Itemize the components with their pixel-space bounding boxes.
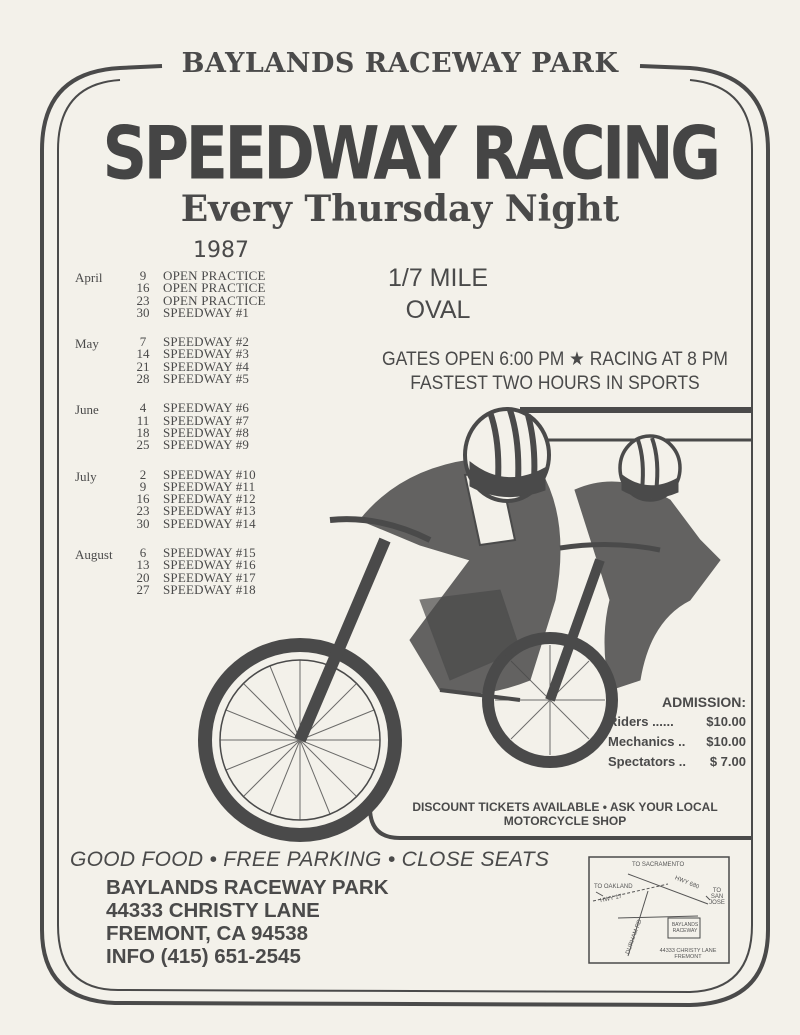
admission-row bbox=[608, 732, 746, 752]
race-event: SPEEDWAY #7 bbox=[163, 412, 250, 428]
schedule-month-july bbox=[75, 466, 305, 531]
race-event: SPEEDWAY #18 bbox=[163, 581, 256, 597]
admission-row bbox=[608, 712, 746, 732]
race-day: 14 bbox=[136, 346, 150, 362]
season-year: 1987 bbox=[193, 238, 249, 263]
race-event: SPEEDWAY #11 bbox=[163, 478, 256, 494]
ticket-type: Riders ...... bbox=[608, 714, 674, 729]
ticket-price: $10.00 bbox=[706, 714, 746, 729]
race-day: 18 bbox=[136, 424, 150, 440]
schedule-row bbox=[131, 439, 305, 451]
gates-time: GATES OPEN 6:00 PM ★ RACING AT 8 PM bbox=[382, 349, 728, 370]
map-label-road: DURHAM RD bbox=[625, 918, 644, 956]
venue-address bbox=[106, 876, 389, 968]
schedule-row bbox=[131, 373, 305, 385]
month-name: August bbox=[75, 547, 113, 563]
race-day: 20 bbox=[136, 569, 150, 585]
map-label-hwy-17: HWY 17 bbox=[599, 893, 623, 905]
race-day: 21 bbox=[136, 358, 150, 374]
admission-row bbox=[608, 752, 746, 772]
race-day: 13 bbox=[136, 557, 150, 573]
race-day: 9 bbox=[139, 478, 147, 494]
month-name: May bbox=[75, 336, 99, 352]
headline: SPEEDWAY RACING bbox=[102, 110, 718, 197]
address-phone: INFO (415) 651-2545 bbox=[106, 945, 301, 968]
ticket-price: $ 7.00 bbox=[709, 754, 746, 769]
race-event: SPEEDWAY #8 bbox=[163, 424, 250, 440]
address-street: 44333 CHRISTY LANE bbox=[106, 899, 320, 922]
schedule-row bbox=[131, 515, 305, 531]
schedule-month-may bbox=[75, 336, 305, 385]
race-day: 16 bbox=[136, 280, 150, 296]
race-day: 27 bbox=[136, 581, 150, 597]
amenities: GOOD FOOD • FREE PARKING • CLOSE SEATS bbox=[70, 848, 550, 871]
race-event: SPEEDWAY #1 bbox=[163, 304, 250, 320]
race-day: 7 bbox=[139, 334, 147, 350]
race-day: 28 bbox=[136, 371, 150, 387]
map-label-oakland: TO OAKLAND bbox=[594, 884, 633, 890]
track-length bbox=[338, 262, 538, 326]
race-event: SPEEDWAY #4 bbox=[163, 358, 250, 374]
race-day: 9 bbox=[139, 268, 147, 283]
month-name: July bbox=[75, 468, 97, 484]
map-label-hwy-680: HWY 680 bbox=[673, 875, 700, 891]
admission-prices bbox=[608, 692, 746, 772]
schedule-month-august bbox=[75, 547, 305, 596]
race-event: OPEN PRACTICE bbox=[163, 292, 266, 308]
race-day: 6 bbox=[139, 545, 147, 561]
schedule-row bbox=[131, 304, 305, 320]
race-event: SPEEDWAY #13 bbox=[163, 503, 256, 519]
race-day: 16 bbox=[136, 491, 150, 507]
schedule-row bbox=[131, 581, 305, 597]
race-event: SPEEDWAY #16 bbox=[163, 557, 256, 573]
discount-line: MOTORCYCLE SHOP bbox=[503, 814, 627, 828]
race-event: SPEEDWAY #14 bbox=[163, 515, 256, 531]
month-name: April bbox=[75, 270, 103, 285]
race-day: 2 bbox=[139, 466, 147, 482]
race-event: OPEN PRACTICE bbox=[163, 280, 266, 296]
month-name: June bbox=[75, 402, 99, 418]
ticket-type: Mechanics .. bbox=[608, 734, 686, 749]
race-event: SPEEDWAY #17 bbox=[163, 569, 256, 585]
race-event: OPEN PRACTICE bbox=[163, 268, 266, 283]
race-day: 30 bbox=[136, 304, 150, 320]
ticket-type: Spectators .. bbox=[608, 754, 687, 769]
gates-info bbox=[366, 348, 743, 396]
subheadline: Every Thursday Night bbox=[180, 188, 620, 230]
race-day: 30 bbox=[136, 515, 150, 531]
schedule-month-june bbox=[75, 402, 305, 451]
race-day: 4 bbox=[139, 400, 147, 416]
race-event: SPEEDWAY #9 bbox=[163, 437, 250, 453]
race-event: SPEEDWAY #6 bbox=[163, 400, 250, 416]
map-label-address: 44333 CHRISTY LANE FREMONT bbox=[659, 948, 717, 960]
admission-title: ADMISSION: bbox=[662, 694, 746, 710]
race-event: SPEEDWAY #12 bbox=[163, 491, 256, 507]
race-day: 25 bbox=[136, 437, 150, 453]
track-shape-line: OVAL bbox=[405, 296, 471, 324]
race-day: 23 bbox=[136, 292, 150, 308]
location-map bbox=[588, 856, 730, 964]
map-label-venue: BAYLANDS RACEWAY bbox=[671, 922, 699, 934]
race-schedule bbox=[75, 270, 305, 613]
race-event: SPEEDWAY #10 bbox=[163, 466, 256, 482]
race-event: SPEEDWAY #15 bbox=[163, 545, 256, 561]
race-day: 23 bbox=[136, 503, 150, 519]
map-label-san-jose: TO SAN JOSE bbox=[709, 888, 725, 906]
schedule-month-april bbox=[75, 270, 305, 319]
ticket-price: $10.00 bbox=[706, 734, 746, 749]
address-city: FREMONT, CA 94538 bbox=[106, 922, 309, 945]
race-event: SPEEDWAY #3 bbox=[163, 346, 250, 362]
gates-tagline: FASTEST TWO HOURS IN SPORTS bbox=[410, 373, 700, 394]
address-name: BAYLANDS RACEWAY PARK bbox=[106, 876, 389, 899]
map-label-sacramento: TO SACRAMENTO bbox=[632, 862, 685, 868]
race-event: SPEEDWAY #2 bbox=[163, 334, 250, 350]
race-event: SPEEDWAY #5 bbox=[163, 371, 250, 387]
discount-line: DISCOUNT TICKETS AVAILABLE • ASK YOUR LOCAL bbox=[412, 800, 718, 814]
discount-note bbox=[370, 800, 760, 828]
venue-title: BAYLANDS RACEWAY PARK bbox=[181, 48, 619, 79]
track-length-line: 1/7 MILE bbox=[387, 264, 489, 292]
race-day: 11 bbox=[136, 412, 150, 428]
